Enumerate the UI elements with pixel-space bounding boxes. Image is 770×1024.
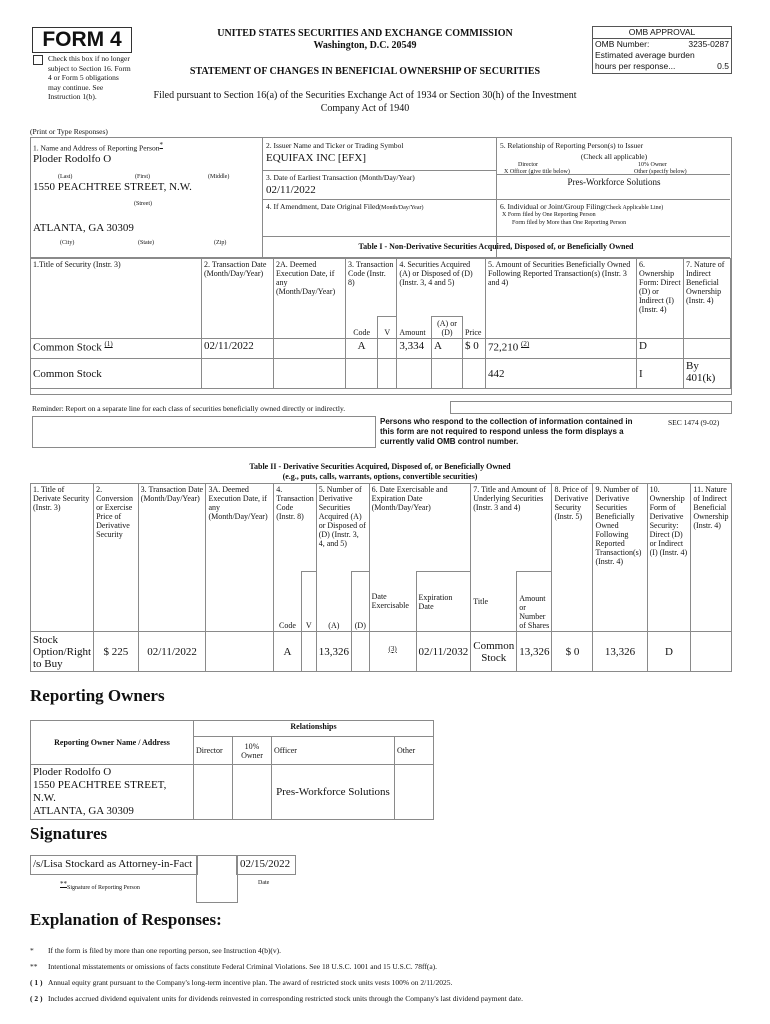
middle-label: (Middle)	[208, 174, 230, 180]
omb-number: 3235-0287	[688, 39, 729, 49]
explanation-heading: Explanation of Responses:	[30, 910, 222, 929]
t1-aord: (A) or (D)	[432, 317, 463, 339]
t1-amount: Amount	[397, 317, 432, 339]
box3-label: 3. Date of Earliest Transaction (Month/Day/Year)	[266, 173, 415, 182]
ten-pct-owner-option[interactable]: 10% Owner	[638, 162, 667, 168]
print-note: (Print or Type Responses)	[30, 127, 108, 136]
omb-title: OMB APPROVAL	[593, 27, 731, 39]
city-label: (City)	[60, 240, 75, 246]
t1-h7: 7. Nature of Indirect Beneficial Ownership (Instr. 4)	[684, 259, 731, 339]
box4-label: 4. If Amendment, Date Original Filed(Month/Day/Year)	[266, 202, 424, 211]
filed-pursuant: Filed pursuant to Section 16(a) of the Securities Exchange Act of 1934 or Section 30(h) of the Investment Company Act of 1940	[153, 90, 577, 114]
reminder: Reminder: Report on a separate line for each class of securities beneficially owned directly or indirectly.	[32, 404, 346, 413]
filing-option-more[interactable]: Form filed by More than One Reporting Person	[512, 220, 627, 226]
table-row: Ploder Rodolfo O 1550 PEACHTREE STREET, N.W. ATLANTA, GA 30309 Pres-Workforce Solutions	[31, 765, 434, 820]
t2-h1: 1. Title of Derivate Security (Instr. 3)	[31, 484, 94, 632]
reporting-owners-heading: Reporting Owners	[30, 686, 165, 705]
earliest-transaction-date[interactable]: 02/11/2022	[266, 184, 316, 196]
t1-h3: 3. Transaction Code (Instr. 8)	[346, 259, 397, 317]
t1-h1: 1.Title of Security (Instr. 3)	[31, 259, 202, 339]
t1-h2a: 2A. Deemed Execution Date, if any (Month/Day/Year)	[274, 259, 346, 339]
omb-hours-label: hours per response...	[595, 61, 676, 71]
footnote-link[interactable]: (1)	[104, 340, 113, 348]
box2-label: 2. Issuer Name and Ticker or Trading Symbol	[266, 141, 404, 150]
filing-option-one[interactable]: X Form filed by One Reporting Person	[502, 212, 596, 218]
t1-h4: 4. Securities Acquired (A) or Disposed of (D) (Instr. 3, 4 and 5)	[397, 259, 486, 317]
t2-h5: 5. Number of Derivative Securities Acquired (A) or Disposed of (D) (Instr. 3, 4, and 5)	[316, 484, 369, 572]
last-label: (Last)	[58, 174, 73, 180]
box6-label: 6. Individual or Joint/Group Filing(Check Applicable Line)	[500, 202, 664, 211]
t2-h6: 6. Date Exercisable and Expiration Date (Month/Day/Year)	[369, 484, 471, 572]
officer-title: Pres-Workforce Solutions	[567, 177, 661, 187]
t2-h2: 2. Conversion or Exercise Price of Derivative Security	[94, 484, 139, 632]
agency-name: UNITED STATES SECURITIES AND EXCHANGE COMMISSION	[217, 28, 513, 39]
other-option[interactable]: Other (specify below)	[634, 169, 687, 175]
signer: /s/Lisa Stockard as Attorney-in-Fact	[33, 858, 193, 870]
t1-price: Price	[463, 317, 486, 339]
t1-h6: 6. Ownership Form: Direct (D) or Indirect (I) (Instr. 4)	[637, 259, 684, 339]
omb-approval-box	[592, 26, 732, 74]
t2-h10: 10. Ownership Form of Derivative Security: Direct (D) or Indirect (I) (Instr. 4)	[647, 484, 691, 632]
footnote-link[interactable]: (3)	[388, 644, 397, 653]
no-longer-subject-checkbox[interactable]	[33, 55, 43, 65]
box1-label: 1. Name and Address of Reporting Person*	[33, 141, 163, 153]
t2-h4: 4. Transaction Code (Instr. 8)	[274, 484, 316, 572]
t2-h8: 8. Price of Derivative Security (Instr. 5)	[552, 484, 593, 632]
statement-title: STATEMENT OF CHANGES IN BENEFICIAL OWNERSHIP OF SECURITIES	[189, 66, 541, 77]
omb-hours: 0.5	[717, 61, 729, 71]
street-address[interactable]: 1550 PEACHTREE STREET, N.W.	[33, 181, 192, 193]
list-item: ** Intentional misstatements or omissions of facts constitute Federal Criminal Violations. See 18 U.S.C. 1001 and 15 U.S.C. 78ff(a).	[30, 962, 438, 971]
signature-spacer	[196, 855, 238, 903]
table-non-derivative	[30, 258, 731, 389]
persons-notice: Persons who respond to the collection of information contained in this form are not required to respond unless the form displays a currently valid OMB control number.	[380, 417, 633, 446]
agency-city: Washington, D.C. 20549	[313, 40, 417, 51]
footnote-link[interactable]: (2)	[521, 340, 530, 348]
t1-code: Code	[346, 317, 378, 339]
reporting-person-name[interactable]: Ploder Rodolfo O	[33, 153, 112, 165]
explanation-list	[30, 946, 600, 1003]
t1-h5: 5. Amount of Securities Beneficially Owned Following Reported Transaction(s) (Instr. 3 and 4)	[486, 259, 637, 339]
reminder-box	[450, 401, 732, 414]
t2-h9: 9. Number of Derivative Securities Beneficially Owned Following Reported Transaction(s) (Instr. 4)	[593, 484, 647, 632]
signature-label: **Signature of Reporting Person	[60, 880, 140, 891]
t2-h7: 7. Title and Amount of Underlying Securities (Instr. 3 and 4)	[471, 484, 552, 572]
director-option[interactable]: Director	[518, 162, 538, 168]
table2-subtitle: (e.g., puts, calls, warrants, options, convertible securities)	[282, 472, 478, 481]
omb-burden: Estimated average burden	[595, 50, 695, 60]
reporting-owners-table: Reporting Owner Name / Address Relationships Director 10% Owner Officer Other Ploder Rodolfo O 1550 PEACHTREE STREET, N.W. ATLANTA, GA 30309 Pres-Workforce Solutions	[30, 720, 434, 820]
check-box-text: Check this box if no longer subject to Section 16. Form 4 or Form 5 obligations may continue. See Instruction 1(b).	[48, 54, 131, 101]
t2-h11: 11. Nature of Indirect Beneficial Ownership (Instr. 4)	[691, 484, 732, 632]
table-derivative: 1. Title of Derivate Security (Instr. 3) 2. Conversion or Exercise Price of Derivative Security 3. Transaction Date (Month/Day/Year) 3A. Deemed Execution Date, if any (Month/Day/Year) 4. Transaction Code (Instr. 8) 5. Number of Derivative Securities Acquired (A) or Disposed of (D) (Instr. 3, 4, and 5) 6. Date Exercisable and Expiration Date (Month/Day/Year) 7. Title and Amount of Underlying Securities (Instr. 3 and 4) 8. Price of Derivative Security (Instr. 5) 9. Number of Derivative Securities Beneficially Owned Following Reported Transaction(s) (Instr. 4) 10. Ownership Form of Derivative Security: Direct (D) or Indirect (I) (Instr. 4) 11. Nature of Indirect Beneficial Ownership (Instr. 4) Code V (A) (D) Date Exercisable Expiration Date Title Amount or Number of Shares Stock Option/Right to Buy $ 225 02/11/2022 A 13,326 $^{(3)}$ 02/11/2032 Common Stock 13,326 $ 0 13,326 D	[30, 483, 732, 672]
t2-h3a: 3A. Deemed Execution Date, if any (Month/Day/Year)	[206, 484, 274, 632]
table-row: Stock Option/Right to Buy $ 225 02/11/2022 A 13,326 $^{(3)}$ 02/11/2032 Common Stock 13,326 $ 0 13,326 D	[31, 632, 732, 672]
state-label: (State)	[138, 240, 154, 246]
zip-label: (Zip)	[214, 240, 227, 246]
form-title-box	[32, 27, 132, 53]
table1-title: Table I - Non-Derivative Securities Acquired, Disposed of, or Beneficially Owned	[358, 242, 634, 251]
box5-label: 5. Relationship of Reporting Person(s) to Issuer	[500, 141, 644, 150]
street-label: (Street)	[134, 201, 152, 207]
table2-title: Table II - Derivative Securities Acquired, Disposed of, or Beneficially Owned	[249, 462, 511, 471]
signatures-heading: Signatures	[30, 824, 108, 843]
issuer-name[interactable]: EQUIFAX INC [EFX]	[266, 152, 367, 164]
city-state-zip[interactable]: ATLANTA, GA 30309	[33, 222, 134, 234]
date-label: Date	[258, 880, 270, 886]
left-notice-box	[32, 416, 376, 448]
list-item: * If the form is filed by more than one reporting person, see Instruction 4(b)(v).	[30, 946, 282, 955]
omb-number-label: OMB Number:	[595, 39, 650, 49]
box5-sub: (Check all applicable)	[580, 152, 648, 161]
t2-h3: 3. Transaction Date (Month/Day/Year)	[138, 484, 206, 632]
t1-v: V	[378, 317, 397, 339]
sec-code: SEC 1474 (9-02)	[668, 418, 720, 427]
first-label: (First)	[135, 174, 150, 180]
t1-h2: 2. Transaction Date (Month/Day/Year)	[202, 259, 274, 339]
list-item: ( 2 ) Includes accrued dividend equivalent units for dividends reinvested in corresponding restricted stock units through the Company's last dividend payment date.	[30, 994, 523, 1003]
table-row: Common Stock 442 I By 401(k)	[31, 359, 731, 389]
officer-option[interactable]: X Officer (give title below)	[504, 169, 570, 175]
signature-date: 02/15/2022	[240, 858, 291, 870]
form-title: FORM 4	[42, 28, 122, 51]
table-row: Common Stock $^{(1)}$ 02/11/2022 A 3,334 A $ 0 72,210 $^{(2)}$ D	[31, 339, 731, 359]
list-item: ( 1 ) Annual equity grant pursuant to the Company's long-term incentive plan. The award of restricted stock units vests 100% on 2/11/2025.	[30, 978, 453, 987]
